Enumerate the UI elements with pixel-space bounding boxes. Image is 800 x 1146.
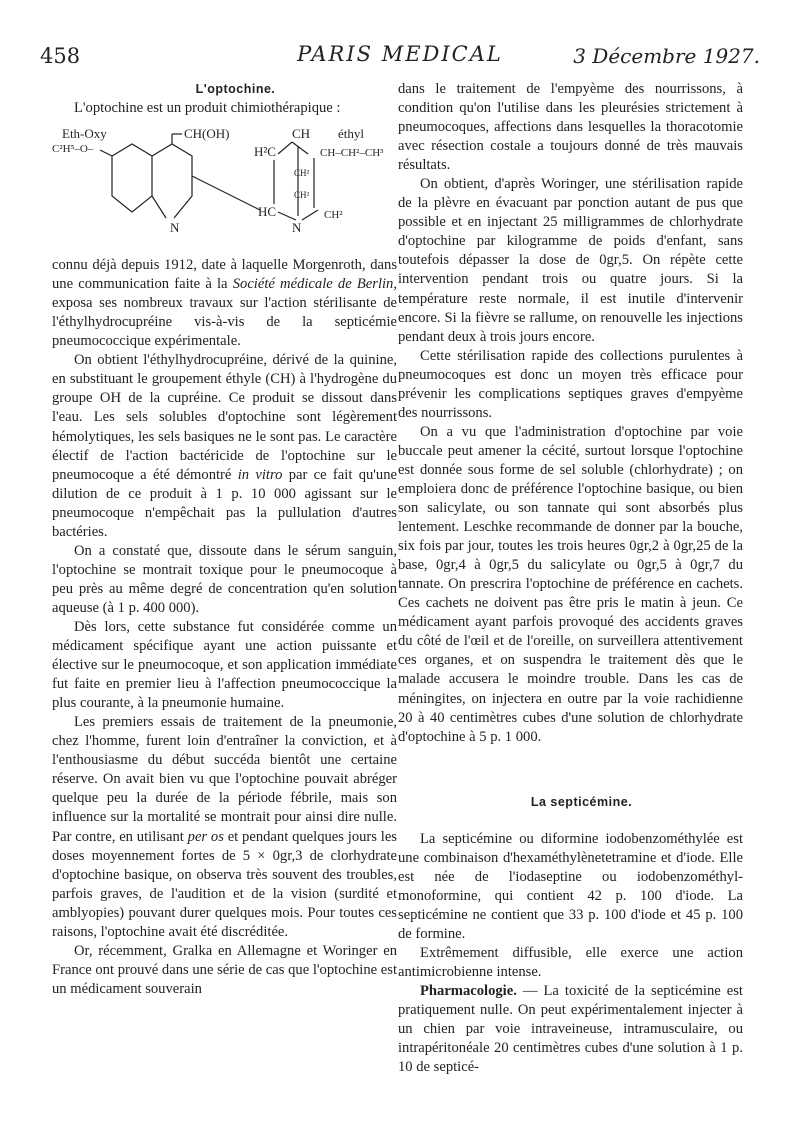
paragraph-first-trials xyxy=(52,713,397,942)
paragraph-serum: On a constaté que, dissoute dans le sérum sanguin, l'optochine se montrait toxique pour le pneumocoque à peu près au même degré de concentration qu'en solution aqueuse (à 1 p. 400 000). xyxy=(52,542,397,616)
formula-h2c: H²C xyxy=(254,144,276,160)
text-run: et pendant quelques jours les doses moyennement fortes de 5 × 0gr,3 de clorhydrate d'optochine basique, on observa très souvent des troubles, parfois graves, de l'audition et de la vision (surdité et amblyopies) pouvant durer quelques mois. Pour toutes ces raisons, l'optochine avait été discréditée. xyxy=(52,828,397,940)
text-run: exposa ses nombreux travaux sur l'action stérilisante de l'éthylhydrocupréine vis-à-vis de la septicémie pneumococcique expérimentale. xyxy=(52,295,397,350)
formula-ch2-b: CH² xyxy=(294,190,310,201)
paragraph-gralka-woringer: Or, récemment, Gralka en Allemagne et Woringer en France ont prouvé dans une série de cas que l'optochine est un médicament souverain xyxy=(52,942,397,997)
paragraph-administration: On a vu que l'administration d'optochine par voie buccale peut amener la cécité, surtout lorsque l'optochine est donnée sous forme de sel soluble (chlorhydrate) ; on emploiera donc de préférence l'optochine basique, ou bien son salicylate, ou son tannate qui sont absorbés plus lentement. Leschke recommande de donner par la bouche, six fois par jour, toutes les trois heures 0gr,2 à 0gr,25 de la base, 0gr,4 à 0gr,5 du salicylate ou 0gr,5 à 0gr,7 du tannate. On prescrira l'optochine de préférence en cachets. Ces cachets ne doivent pas être pris le matin à jeun. Ce médicament ayant parfois provoqué des accidents graves du côté de l'œil et de l'oreille, on surveillera attentivement ces organes, et on suspendra le traitement dès que le malade accusera le moindre trouble. Dans les cas de méningites, on injectera en outre par la voie rachidienne 20 à 40 centimètres cubes d'une solution de chlorhydrate d'optochine à 5 p. 1 000. xyxy=(398,423,743,745)
text-run: par ce fait qu'une dilution de ce produit à 1 p. 10 000 agissant sur le pneumocoque n'empêchait pas la pullulation d'autres bactéries. xyxy=(52,466,397,540)
formula-choh: CH(OH) xyxy=(184,126,230,142)
formula-n-left: N xyxy=(170,220,180,236)
text-run: On obtient l'éthylhydrocupréine, dérivé de la quinine, en substituant le groupement éthyle (CH) à l'hydrogène du groupe OH de la cupréine. Ce produit se dissout dans l'eau. Les sels solubles d'optochine sont légèrement hémolytiques, les sels basiques ne le sont pas. Le caractère électif de l'action bactéricide de l'optochine sur le pneumocoque a été démontré xyxy=(52,352,397,483)
paragraph-septicemine: La septicémine ou diformine iodobenzométhylée est une combinaison d'hexaméthylènetetramine et d'iode. Elle est née de l'iodaseptine ou iodobenzométhyl-monoformine, qui contient 42 p. 100 d'iode. La septicémine ne contient que 33 p. 100 d'iode et 45 p. 100 de formine. xyxy=(398,830,743,942)
issue-date: 3 Décembre 1927. xyxy=(573,44,760,68)
formula-n-right: N xyxy=(292,220,302,236)
text-run: — La toxicité de la septicémine est pratiquement nulle. On peut expérimentalement injecter à un chien par voie intraveineuse, intramusculaire, ou intrapéritonéale 20 centimètres cubes d'une solution à 1 p. 10 de septicé- xyxy=(398,983,743,1076)
formula-ethyl: éthyl xyxy=(338,126,364,142)
formula-ch: CH xyxy=(292,126,311,142)
paragraph-morgenroth xyxy=(52,256,397,351)
formula-ch2-c: CH² xyxy=(324,209,343,222)
paragraph-specific-drug: Dès lors, cette substance fut considérée comme un médicament spécifique ayant une action puissante et élective sur le pneumocoque, et son application immédiate fut faite en premier lieu à l'affection pneumococcique la plus courante, à la pneumonie humaine. xyxy=(52,618,397,712)
formula-hc: HC xyxy=(258,204,277,220)
text-run-italic: per os xyxy=(187,828,224,845)
paragraph-ethylhydrocupreine xyxy=(52,351,397,541)
section-heading-optochine: L'optochine. xyxy=(195,82,276,96)
formula-bonds xyxy=(100,134,318,220)
formula-eth-oxy: Eth-Oxy xyxy=(62,126,107,142)
journal-title: PARIS MEDICAL xyxy=(297,42,503,66)
text-run: Les premiers essais de traitement de la pneumonie, chez l'homme, furent loin d'entraîner la conviction, et à l'enthousiasme du début succéda bientôt une certaine réserve. On avait bien vu que l'optochine pouvait abréger quelque peu la durée de la période fébrile, mais son influence sur la mortalité se montrait pour ainsi dire nulle. Par contre, en utilisant xyxy=(52,714,397,845)
paragraph-woringer-method: On obtient, d'après Woringer, une stérilisation rapide de la plèvre en évacuant par ponction autant de pus que possible et en injectant 25 milligrammes de chlorhydrate d'optochine par kilogramme de poids d'enfant, sans toutefois dépasser la dose de 0gr,5. On répète cette intervention pendant trois ou quatre jours. Si la température reste normale, il est inutile d'intervenir encore. Si la fièvre se rallume, on renouvelle les injections pendant deux à trois jours encore. xyxy=(398,176,743,345)
text-run: connu déjà depuis 1912, date à laquelle Morgenroth, dans une communication faite à la xyxy=(52,257,397,293)
paragraph-diffusible: Extrêmement diffusible, elle exerce une action antimicrobienne intense. xyxy=(398,944,743,981)
formula-ethyl-chain: CH–CH²–CH³ xyxy=(320,147,384,160)
text-run-italic: Société médicale de Berlin, xyxy=(232,276,398,293)
page-number: 458 xyxy=(40,44,81,68)
formula-diagram xyxy=(52,126,397,248)
paragraph-intro: L'optochine est un produit chimiothérapique : xyxy=(74,100,341,117)
paragraph-sterilisation: Cette stérilisation rapide des collections purulentes à pneumocoques est donc un moyen très efficace pour prévenir les complications septiques graves d'empyème des nourrissons. xyxy=(398,347,743,421)
section-heading-septicemine: La septicémine. xyxy=(530,794,633,809)
chemical-formula xyxy=(52,126,397,248)
left-column xyxy=(52,80,397,999)
right-column xyxy=(398,80,743,1077)
paragraph-pharmacologie xyxy=(398,982,743,1077)
text-run-italic: in vitro xyxy=(237,466,283,483)
paragraph-empyeme: dans le traitement de l'empyème des nourrissons, à condition qu'on l'utilise dans les pleurésies strictement à pneumocoques, affections dans lesquelles la thoracotomie avec résection costale a toujours donné de très mauvais résultats. xyxy=(398,81,743,174)
pharmacologie-label: Pharmacologie. xyxy=(420,983,517,1000)
formula-ch2-a: CH² xyxy=(294,168,310,179)
formula-ethoxy: C²H⁵–O– xyxy=(52,143,94,156)
page-header xyxy=(40,40,760,72)
